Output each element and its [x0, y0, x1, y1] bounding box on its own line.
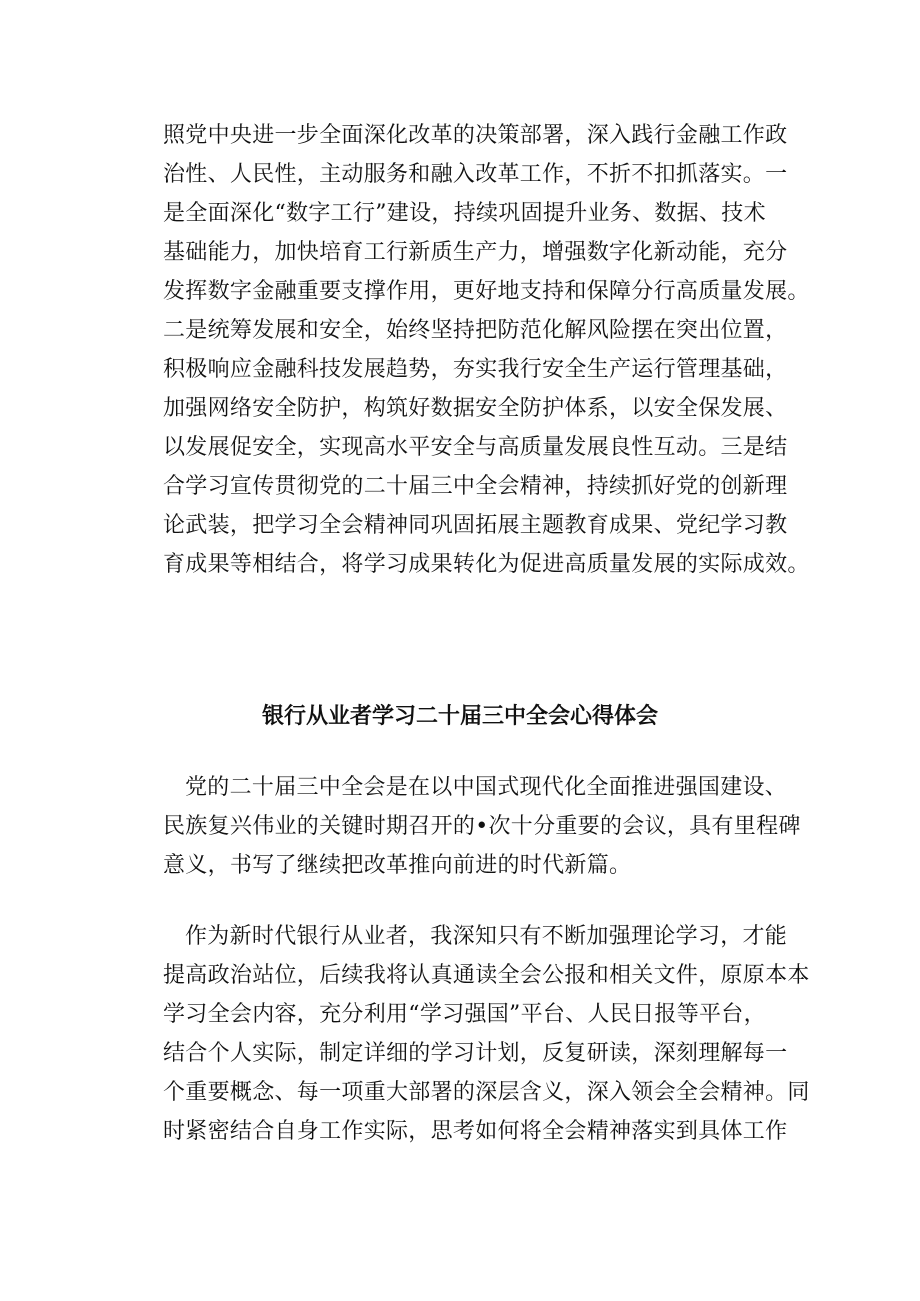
text-line: 提高政治站位，后续我将认真通读全会公报和相关文件，原原本本 [163, 963, 810, 988]
text-line: 以发展促安全，实现高水平安全与高质量发展良性互动。三是结 [163, 435, 788, 460]
text-line: 意义，书写了继续把改革推向前进的时代新篇。 [163, 853, 632, 878]
paragraph-intro [163, 768, 803, 885]
text-line: 基础能力，加快培育工行新质生产力，增强数字化新动能，充分 [163, 240, 788, 265]
text-line: 学习全会内容，充分利用“学习强国”平台、人民日报等平台， [163, 1002, 766, 1027]
text-line: 治性、人民性，主动服务和融入改革工作，不折不扣抓落实。一 [163, 162, 788, 187]
paragraph-continuation [163, 116, 810, 584]
text-line: 民族复兴伟业的关键时期召开的•次十分重要的会议，具有里程碑 [163, 814, 801, 839]
paragraph-study [163, 917, 810, 1151]
text-line: 照党中央进一步全面深化改革的决策部署，深入践行金融工作政 [163, 123, 788, 148]
document-title: 银行从业者学习二十届三中全会心得体会 [261, 703, 658, 729]
text-line: 党的二十届三中全会是在以中国式现代化全面推进强国建设、 [185, 775, 788, 800]
text-line: 结合个人实际，制定详细的学习计划，反复研读，深刻理解每一 [163, 1041, 788, 1066]
text-line: 积极响应金融科技发展趋势，夯实我行安全生产运行管理基础， [163, 357, 788, 382]
text-line: 是全面深化“数字工行”建设，持续巩固提升业务、数据、技术 [163, 201, 766, 226]
text-line: 发挥数字金融重要支撑作用，更好地支持和保障分行高质量发展。 [163, 279, 810, 304]
text-line: 论武装，把学习全会精神同巩固拓展主题教育成果、党纪学习教 [163, 513, 788, 538]
text-line: 作为新时代银行从业者，我深知只有不断加强理论学习，才能 [185, 924, 788, 949]
text-line: 时紧密结合自身工作实际，思考如何将全会精神落实到具体工作 [163, 1119, 788, 1144]
text-line: 二是统筹发展和安全，始终坚持把防范化解风险摆在突出位置， [163, 318, 788, 343]
text-line: 加强网络安全防护，构筑好数据安全防护体系，以安全保发展、 [163, 396, 788, 421]
text-line: 合学习宣传贯彻党的二十届三中全会精神，持续抓好党的创新理 [163, 474, 788, 499]
text-line: 育成果等相结合，将学习成果转化为促进高质量发展的实际成效。 [163, 552, 810, 577]
text-line: 个重要概念、每一项重大部署的深层含义，深入领会全会精神。同 [163, 1080, 810, 1105]
